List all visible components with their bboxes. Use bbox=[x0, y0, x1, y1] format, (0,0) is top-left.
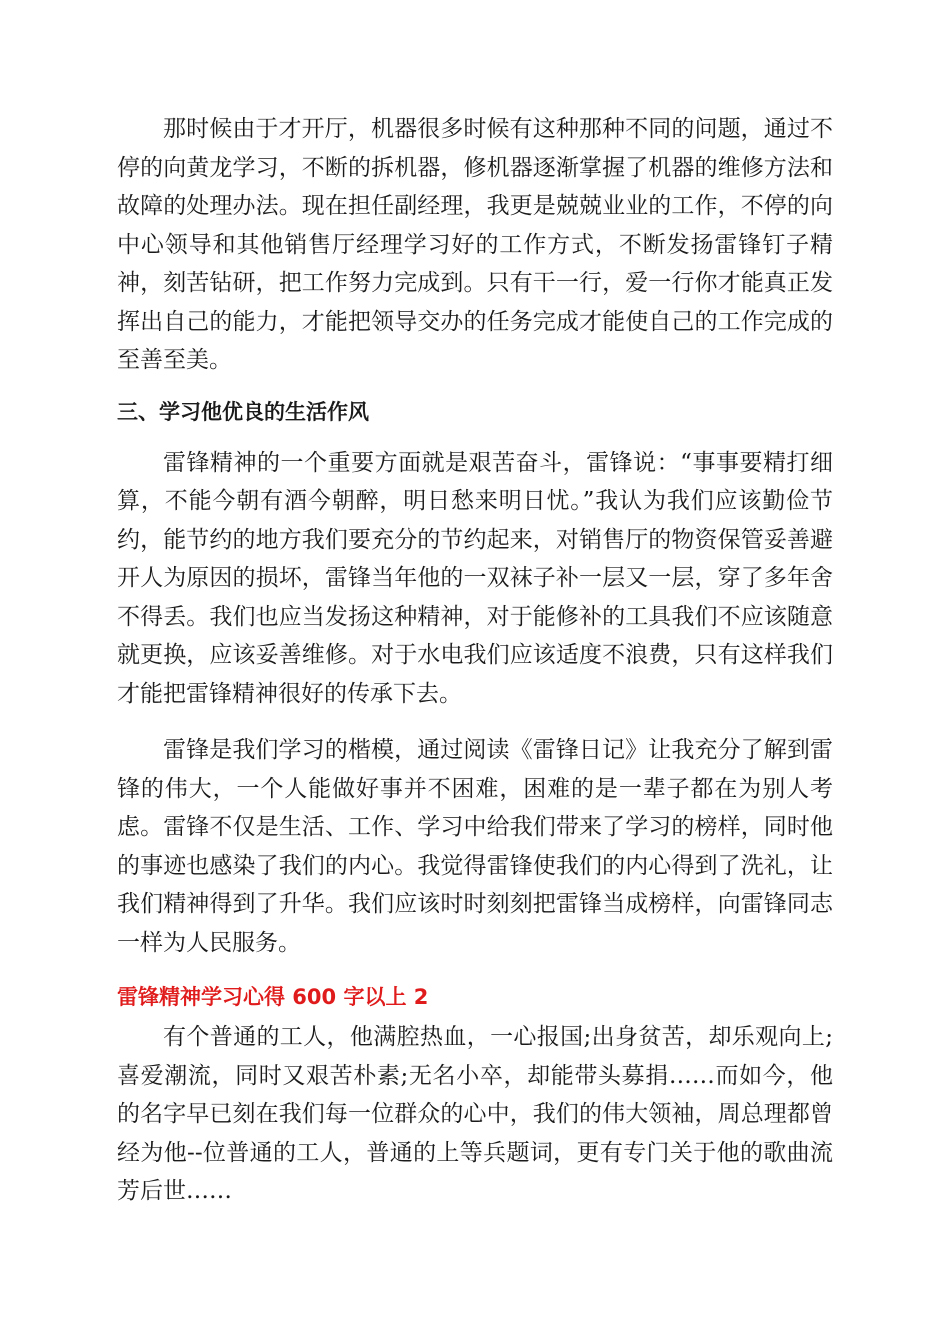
body-paragraph: 有个普通的工人，他满腔热血，一心报国;出身贫苦，却乐观向上;喜爱潮流，同时又艰苦朴素;无名小卒，却能带头募捐……而如今，他的名字早已刻在我们每一位群众的心中，我们的伟大领袖，周总理都曾经为他--位普通的工人，普通的上等兵题词，更有专门关于他的歌曲流芳后世…… bbox=[117, 1024, 833, 1204]
article-title-heading: 雷锋精神学习心得 600 字以上 2 bbox=[117, 985, 429, 1009]
body-paragraph: 那时候由于才开厅，机器很多时候有这种那种不同的问题，通过不停的向黄龙学习，不断的拆机器，修机器逐渐掌握了机器的维修方法和故障的处理办法。现在担任副经理，我更是兢兢业业的工作，不停的向中心领导和其他销售厅经理学习好的工作方式，不断发扬雷锋钉子精神，刻苦钻研，把工作努力完成到。只有干一行，爱一行你才能真正发挥出自己的能力，才能把领导交办的任务完成才能使自己的工作完成的至善至美。 bbox=[117, 116, 833, 373]
body-paragraph: 雷锋精神的一个重要方面就是艰苦奋斗，雷锋说：“事事要精打细算，不能今朝有酒今朝醉，明日愁来明日忧。”我认为我们应该勤俭节约，能节约的地方我们要充分的节约起来，对销售厅的物资保管妥善避开人为原因的损坏，雷锋当年他的一双袜子补一层又一层，穿了多年舍不得丢。我们也应当发扬这种精神，对于能修补的工具我们不应该随意就更换，应该妥善维修。对于水电我们应该适度不浪费，只有这样我们才能把雷锋精神很好的传承下去。 bbox=[117, 449, 833, 707]
section-heading: 三、学习他优良的生活作风 bbox=[117, 399, 369, 424]
body-paragraph: 雷锋是我们学习的楷模，通过阅读《雷锋日记》让我充分了解到雷锋的伟大，一个人能做好事并不困难，困难的是一辈子都在为别人考虑。雷锋不仅是生活、工作、学习中给我们带来了学习的榜样，同时他的事迹也感染了我们的内心。我觉得雷锋使我们的内心得到了洗礼，让我们精神得到了升华。我们应该时时刻刻把雷锋当成榜样，向雷锋同志一样为人民服务。 bbox=[117, 737, 833, 956]
document-body bbox=[117, 110, 833, 1211]
